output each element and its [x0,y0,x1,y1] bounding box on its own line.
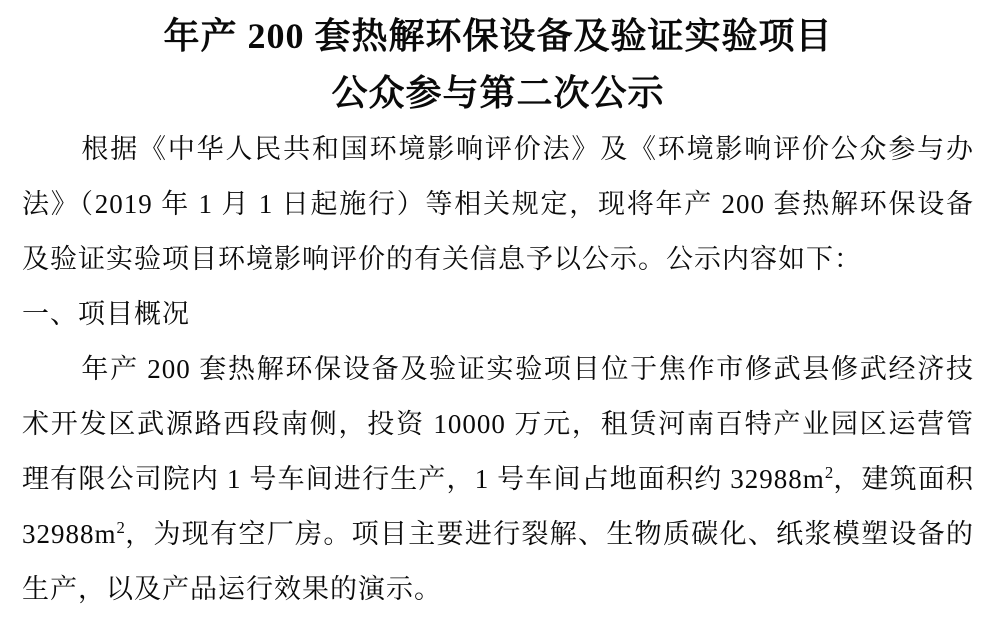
overview-text-2: ，建筑面积 32988m [22,464,974,549]
overview-text-1: 年产 200 套热解环保设备及验证实验项目位于焦作市修武县修武经济技术开发区武源路西段南侧，投资 10000 万元，租赁河南百特产业园区运营管理有限公司院内 1 号车间进行生产，1 号车间占地面积约 32988m [22,354,974,494]
title-line-2: 公众参与第二次公示 [331,73,665,113]
overview-text-3: ，为现有空厂房。项目主要进行裂解、生物质碳化、纸浆模塑设备的生产，以及产品运行效果的演示。 [22,519,974,604]
section-heading-project-overview: 一、项目概况 [22,299,190,329]
overview-paragraph [22,342,974,617]
document-title [22,8,974,122]
square-meter-superscript-1: 2 [824,463,834,482]
square-meter-superscript-2: 2 [116,518,125,537]
title-line-1: 年产 200 套热解环保设备及验证实验项目 [163,16,833,56]
intro-paragraph: 根据《中华人民共和国环境影响评价法》及《环境影响评价公众参与办法》（2019 年 1 月 1 日起施行）等相关规定，现将年产 200 套热解环保设备及验证实验项目环境影响评价的有关信息予以公示。公示内容如下： [22,134,974,274]
